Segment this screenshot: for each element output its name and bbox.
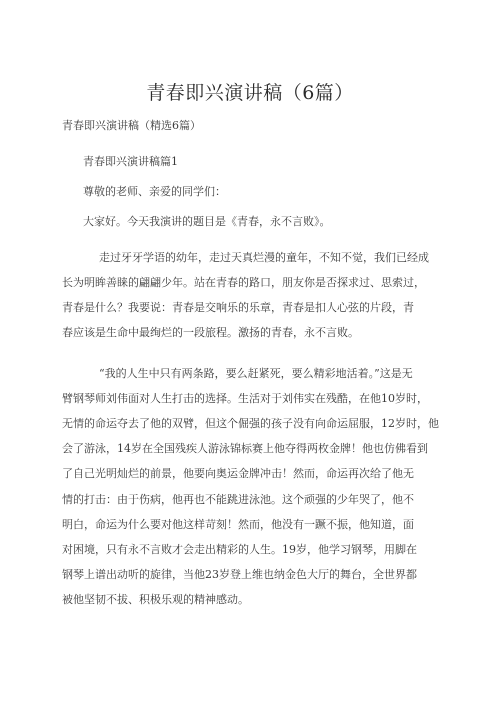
paragraph-line: 春应该是生命中最绚烂的一段旅程。激扬的青春，永不言败。 [62, 326, 359, 339]
paragraph-line: 被他坚韧不拔、积极乐观的精神感动。 [62, 593, 249, 606]
document-title: 青春即兴演讲稿（6篇） [146, 82, 354, 104]
paragraph-line: 臂钢琴师刘伟面对人生打击的选择。生活对于刘伟实在残酷，在他10岁时， [62, 392, 428, 405]
paragraph-line: 青春是什么？我要说：青春是交响乐的乐章，青春是扣人心弦的片段，青 [62, 301, 414, 314]
greeting-line: 尊敬的老师、亲爱的同学们： [83, 185, 226, 198]
paragraph-line: “我的人生中只有两条路，要么赶紧死，要么精彩地活着。”这是无 [99, 367, 413, 380]
paragraph-line: 情的打击：由于伤病，他再也不能跳进泳池。这个顽强的少年哭了，他不 [62, 493, 414, 506]
paragraph-line: 对困境，只有永不言败才会走出精彩的人生。19岁，他学习钢琴，用脚在 [62, 543, 417, 556]
paragraph-line: 无情的命运夺去了他的双臂，但这个倔强的孩子没有向命运屈服，12岁时，他 [62, 417, 439, 430]
paragraph-line: 钢琴上谱出动听的旋律，当他23岁登上维也纳金色大厅的舞台，全世界都 [62, 568, 417, 581]
paragraph-line: 长为明眸善睐的翩翩少年。站在青春的路口，朋友你是否探求过、思索过， [62, 276, 425, 289]
document-subtitle: 青春即兴演讲稿（精选6篇） [62, 119, 201, 132]
paragraph-line: 了自己光明灿烂的前景，他要向奥运金牌冲击！然而，命运再次给了他无 [62, 467, 414, 480]
paragraph-line: 明白，命运为什么要对他这样苛刻！然而，他没有一蹶不振，他知道，面 [62, 518, 414, 531]
paragraph-line: 会了游泳，14岁在全国残疾人游泳锦标赛上他夺得两枚金牌！他也仿佛看到 [62, 442, 428, 455]
section-heading: 青春即兴演讲稿篇1 [83, 155, 178, 168]
paragraph-line: 走过牙牙学语的幼年，走过天真烂漫的童年，不知不觉，我们已经成 [99, 251, 429, 264]
intro-line: 大家好。今天我演讲的题目是《青春，永不言败》。 [83, 215, 331, 228]
